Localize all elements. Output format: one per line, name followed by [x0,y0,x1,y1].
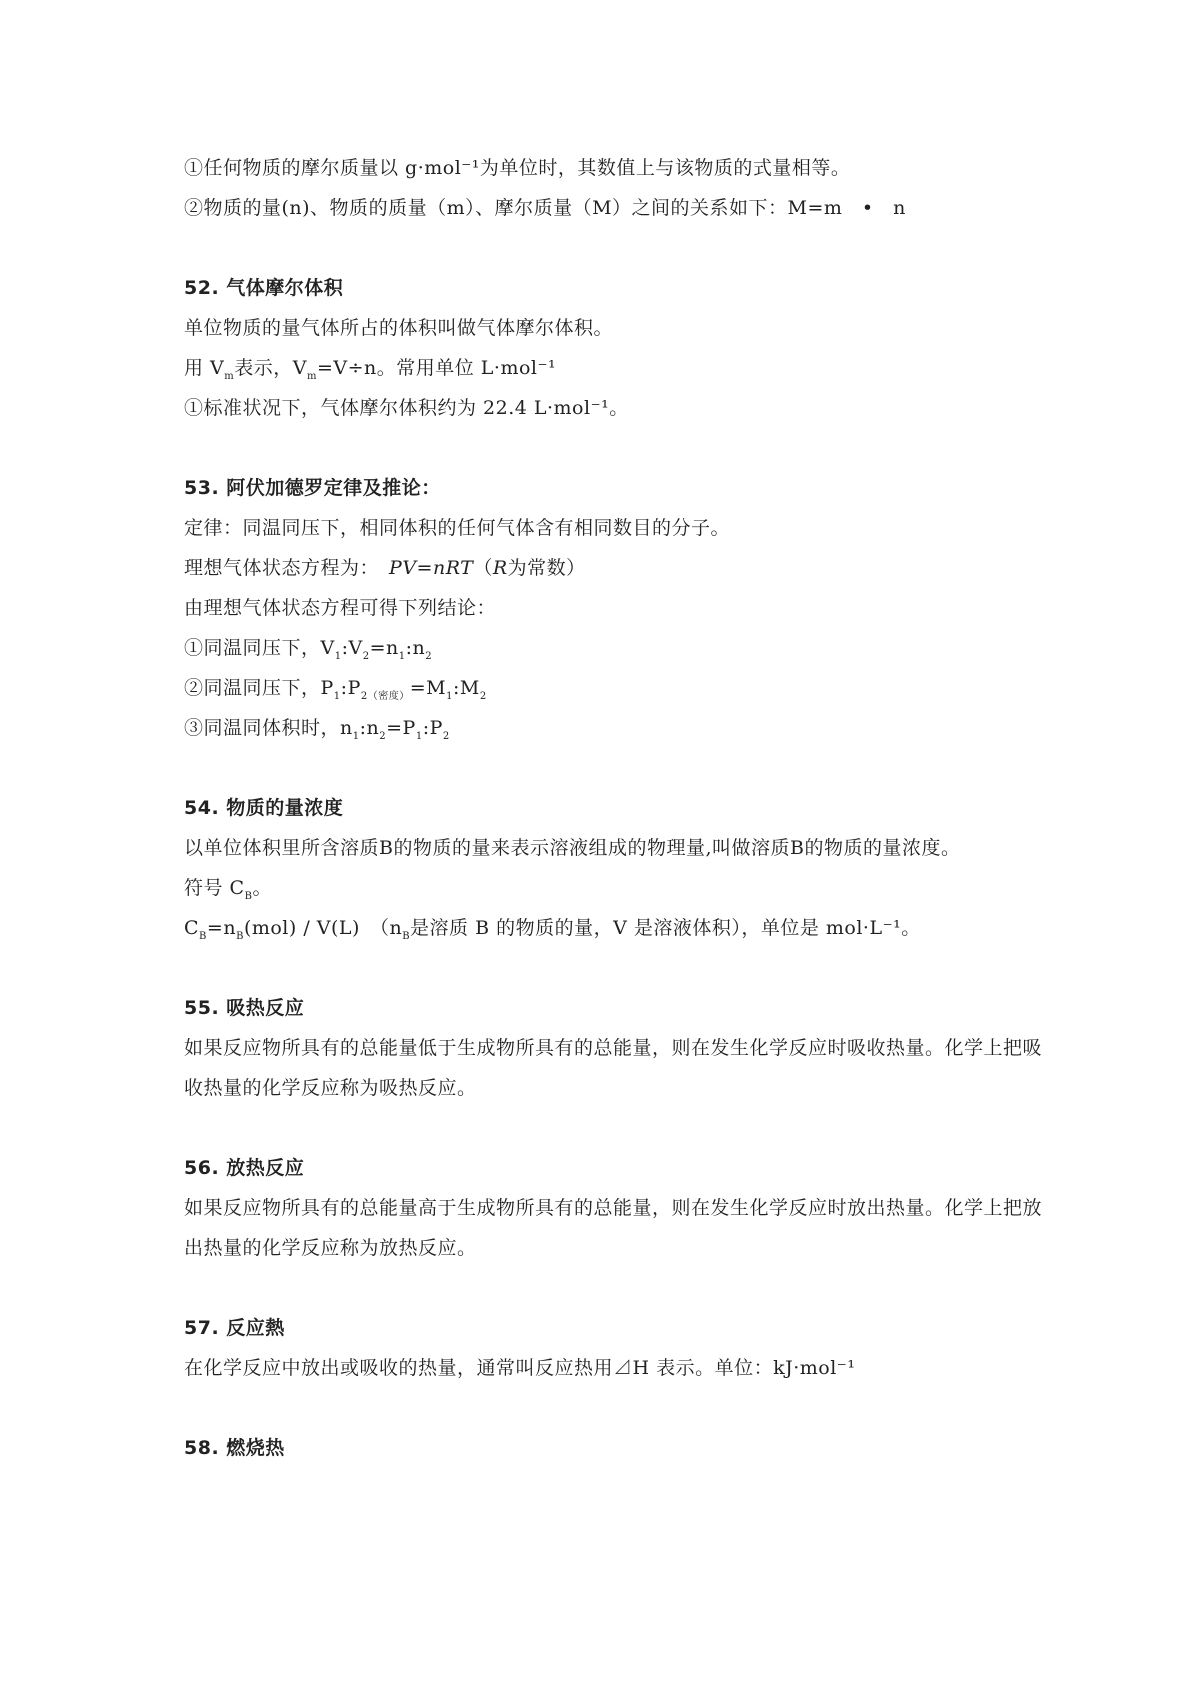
paragraph-concentration-symbol: 符号 $C_B$。 [184,877,272,902]
document-page [184,148,1044,1468]
section-heading-54: 54. 物质的量浓度 [184,797,344,819]
paragraph-molar-mass-note-1: ①任何物质的摩尔质量以 g·mol⁻¹为单位时，其数值上与该物质的式量相等。 [184,157,851,179]
conclusion-3: ③同温同体积时，$n_1:n_2=P_1:P_2$ [184,717,450,742]
paragraph-avogadro-law: 定律：同温同压下，相同体积的任何气体含有相同数目的分子。 [184,517,731,539]
paragraph-concentration-definition: 以单位体积里所含溶质B的物质的量来表示溶液组成的物理量,叫做溶质B的物质的量浓度。 [184,837,961,859]
section-heading-52: 52. 气体摩尔体积 [184,277,344,299]
section-heading-56: 56. 放热反应 [184,1157,305,1179]
section-heading-57: 57. 反应熱 [184,1317,285,1339]
section-heading-58: 58. 燃烧热 [184,1437,285,1459]
paragraph-exothermic: 如果反应物所具有的总能量高于生成物所具有的总能量，则在发生化学反应时放出热量。化学上把放出热量的化学反应称为放热反应。 [184,1197,1043,1259]
paragraph-ideal-gas-equation: 理想气体状态方程为： PV=nRT（R为常数） [184,557,586,579]
paragraph-endothermic: 如果反应物所具有的总能量低于生成物所具有的总能量，则在发生化学反应时吸收热量。化学上把吸收热量的化学反应称为吸热反应。 [184,1037,1043,1099]
paragraph-gas-molar-volume-definition: 单位物质的量气体所占的体积叫做气体摩尔体积。 [184,317,614,339]
paragraph-molar-mass-note-2: ②物质的量(n)、物质的质量（m）、摩尔质量（M）之间的关系如下：M=m • n [184,197,906,219]
section-heading-55: 55. 吸热反应 [184,997,305,1019]
paragraph-gas-molar-volume-symbol: 用 $V_m$表示，$V_m=V\div n$。常用单位 L·mol⁻¹ [184,357,557,382]
paragraph-concentration-formula: $C_B=n_B(mol) / V(L)$ （$n_B$是溶质 B 的物质的量，V 是溶液体积），单位是 mol·L⁻¹。 [184,917,921,942]
paragraph-conclusions-intro: 由理想气体状态方程可得下列结论： [184,597,497,619]
conclusion-2: ②同温同压下，$P_1:P_{2(密度)}=M_1:M_2$ [184,677,487,702]
ideal-gas-formula: PV=nRT [389,557,474,579]
paragraph-reaction-heat: 在化学反应中放出或吸收的热量，通常叫反应热用⊿H 表示。单位：kJ·mol⁻¹ [184,1357,856,1379]
conclusion-1: ①同温同压下，$V_1:V_2=n_1:n_2$ [184,637,433,662]
section-heading-53: 53. 阿伏加德罗定律及推论： [184,477,441,499]
paragraph-standard-condition: ①标准状况下，气体摩尔体积约为 22.4 L·mol⁻¹。 [184,397,629,419]
